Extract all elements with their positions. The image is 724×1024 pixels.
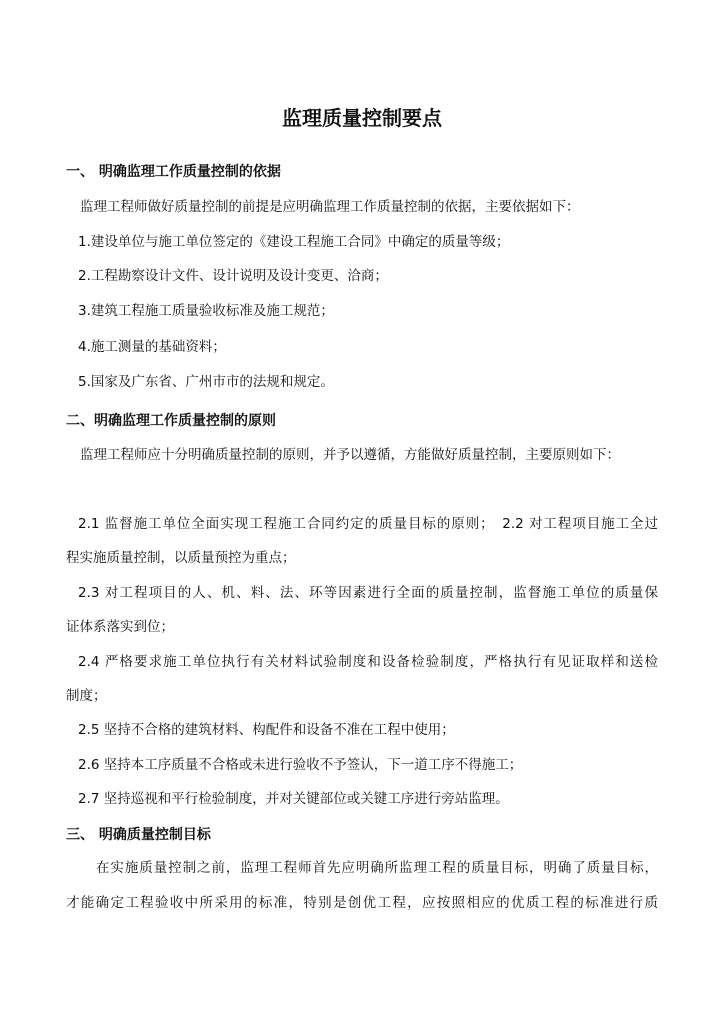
section-2-heading: 二、明确监理工作质量控制的原则 bbox=[66, 413, 276, 429]
list-item: 2.3 对工程项目的人、机、料、法、环等因素进行全面的质量控制，监督施工单位的质量保 bbox=[78, 585, 658, 601]
list-item: 2.4 严格要求施工单位执行有关材料试验制度和设备检验制度，严格执行有见证取样和送检 bbox=[78, 654, 658, 670]
list-item-continuation: 程实施质量控制，以质量预控为重点； bbox=[66, 550, 296, 566]
page-title: 监理质量控制要点 bbox=[282, 106, 442, 130]
list-item: 2.7 坚持巡视和平行检验制度，并对关键部位或关键工序进行旁站监理。 bbox=[78, 791, 509, 807]
paragraph-line: 在实施质量控制之前，监理工程师首先应明确所监理工程的质量目标，明确了质量目标， bbox=[96, 860, 658, 876]
section-1-intro: 监理工程师做好质量控制的前提是应明确监理工作质量控制的依据，主要依据如下： bbox=[80, 199, 580, 215]
list-item: 4.施工测量的基础资料； bbox=[78, 339, 226, 355]
section-3-heading: 三、 明确质量控制目标 bbox=[66, 827, 211, 843]
list-item: 3.建筑工程施工质量验收标准及施工规范； bbox=[78, 303, 334, 319]
list-item: 2.1 监督施工单位全面实现工程施工合同约定的质量目标的原则； 2.2 对工程项目施工全过 bbox=[78, 516, 658, 532]
list-item: 2.5 坚持不合格的建筑材料、构配件和设备不准在工程中使用； bbox=[78, 722, 455, 738]
list-item: 5.国家及广东省、广州市市的法规和规定。 bbox=[78, 374, 334, 390]
list-item: 2.6 坚持本工序质量不合格或未进行验收不予签认，下一道工序不得施工； bbox=[78, 757, 523, 773]
list-item-continuation: 制度； bbox=[66, 688, 107, 704]
section-2-intro: 监理工程师应十分明确质量控制的原则，并予以遵循，方能做好质量控制，主要原则如下： bbox=[80, 447, 620, 463]
list-item: 1.建设单位与施工单位签定的《建设工程施工合同》中确定的质量等级； bbox=[78, 234, 510, 250]
list-item: 2.工程勘察设计文件、设计说明及设计变更、洽商； bbox=[78, 268, 388, 284]
list-item-continuation: 证体系落实到位； bbox=[66, 619, 174, 635]
paragraph-line: 才能确定工程验收中所采用的标准，特别是创优工程，应按照相应的优质工程的标准进行质 bbox=[66, 895, 658, 911]
section-1-heading: 一、 明确监理工作质量控制的依据 bbox=[66, 164, 281, 180]
